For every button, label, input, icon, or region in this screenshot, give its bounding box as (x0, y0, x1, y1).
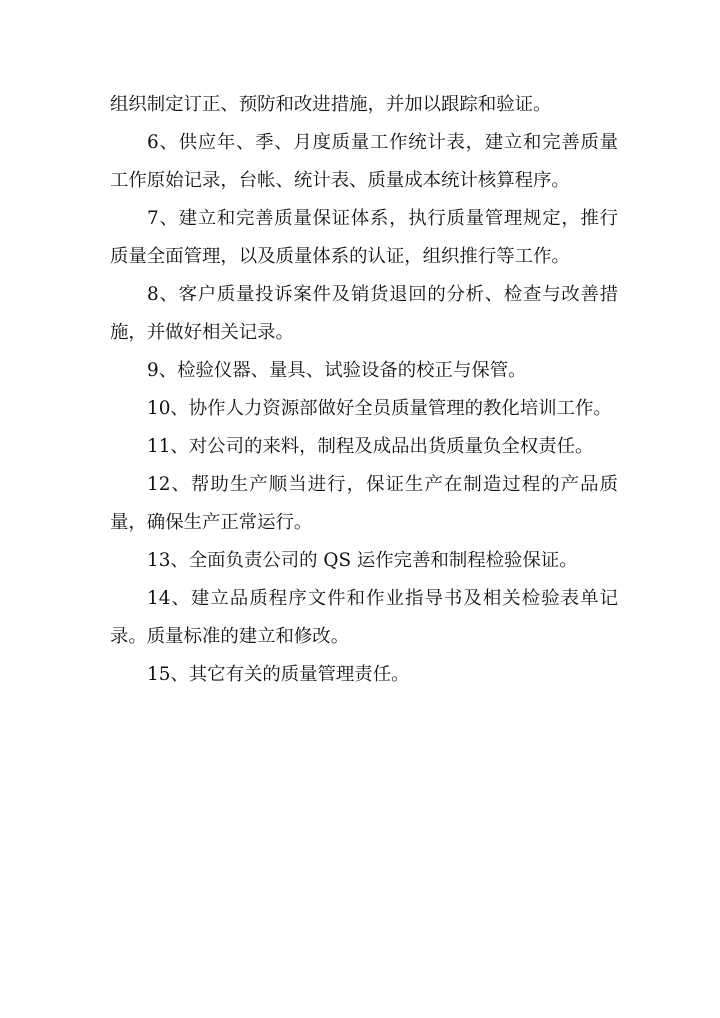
list-item-13: 13、全面负责公司的 QS 运作完善和制程检验保证。 (147, 550, 578, 571)
list-item-10: 10、协作人力资源部做好全员质量管理的教化培训工作。 (147, 398, 612, 419)
list-item-14: 14、建立品质程序文件和作业指导书及相关检验表单记录。质量标准的建立和修改。 (110, 588, 618, 647)
paragraph-continuation: 组织制定订正、预防和改进措施，并加以跟踪和验证。 (110, 94, 552, 115)
document-body (110, 86, 618, 694)
list-item-12: 12、帮助生产顺当进行，保证生产在制造过程的产品质量，确保生产正常运行。 (110, 474, 618, 533)
list-item-7: 7、建立和完善质量保证体系，执行质量管理规定，推行质量全面管理，以及质量体系的认证，组织推行等工作。 (110, 208, 618, 267)
list-item-8: 8、客户质量投诉案件及销货退回的分析、检查与改善措施，并做好相关记录。 (110, 284, 618, 343)
list-item-11: 11、对公司的来料，制程及成品出货质量负全权责任。 (147, 436, 594, 457)
list-item-6: 6、供应年、季、月度质量工作统计表，建立和完善质量工作原始记录，台帐、统计表、质量成本统计核算程序。 (110, 132, 618, 191)
list-item-9: 9、检验仪器、量具、试验设备的校正与保管。 (147, 360, 527, 381)
list-item-15: 15、其它有关的质量管理责任。 (147, 664, 410, 685)
